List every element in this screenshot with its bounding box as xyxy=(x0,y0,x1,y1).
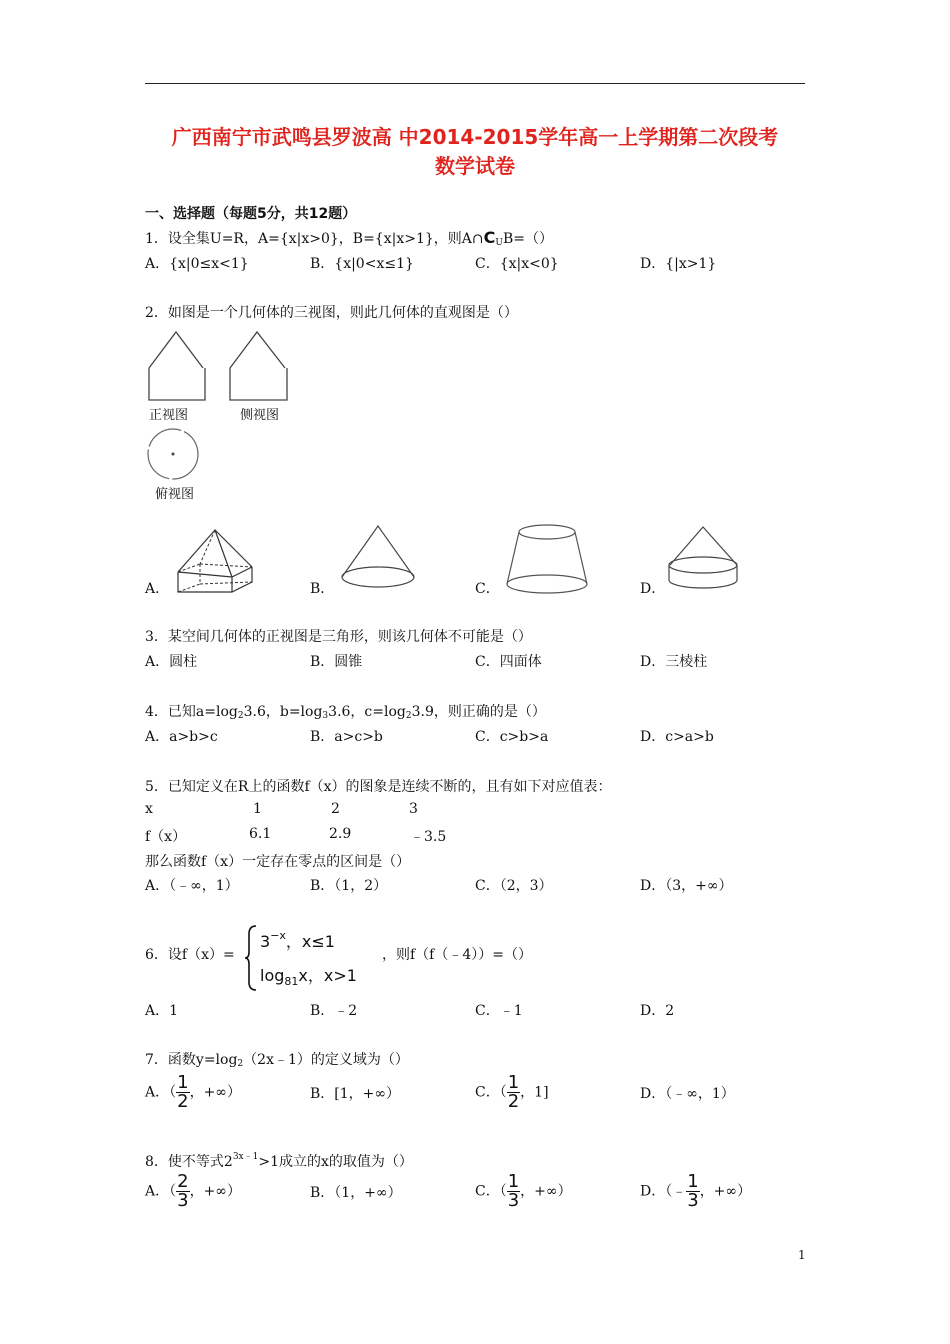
piecewise-case-2 xyxy=(260,963,357,988)
q2-option-c: C． xyxy=(475,581,500,597)
q7-text-2: （2x﹣1）的定义域为（） xyxy=(243,1052,409,1068)
q7c-pre: C．（ xyxy=(475,1084,507,1101)
q5-option-c: C．（2，3） xyxy=(475,878,553,894)
table-cell: 2.9 xyxy=(329,826,352,842)
q1-option-a: A．{x|0≤x<1} xyxy=(145,256,249,272)
numerator: 1 xyxy=(507,1072,520,1093)
q4-option-d: D．c>a>b xyxy=(640,729,714,745)
numerator: 1 xyxy=(687,1171,699,1192)
q8a-post: ，+∞） xyxy=(189,1183,241,1200)
table-cell: 2 xyxy=(331,801,340,817)
denominator: 2 xyxy=(177,1091,189,1112)
q4-option-a: A．a>b>c xyxy=(145,729,218,745)
fraction xyxy=(176,1074,189,1111)
q8-option-d xyxy=(640,1173,751,1210)
question-5: 5．已知定义在R上的函数f（x）的图象是连续不断的，且有如下对应值表： xyxy=(145,779,612,795)
q5-option-b: B．（1，2） xyxy=(310,878,388,894)
complement-symbol: C xyxy=(483,228,496,247)
question-6-prefix: 6．设f（x）= xyxy=(145,947,235,963)
side-view-figure xyxy=(230,328,300,403)
q7c-post: ，1] xyxy=(520,1084,549,1101)
fraction xyxy=(507,1173,520,1210)
q4-base-a: 2 xyxy=(237,711,244,721)
table-cell: f（x） xyxy=(145,829,187,845)
q8-text-1: 8．使不等式2 xyxy=(145,1154,233,1170)
title-line-2: 数学试卷 xyxy=(435,154,515,178)
q7-base: 2 xyxy=(237,1059,244,1069)
q8d-pre: D．（﹣ xyxy=(640,1183,687,1200)
q4-text-2: 3.6，b=log xyxy=(243,704,323,720)
q3-option-b: B．圆锥 xyxy=(310,654,363,670)
q7-option-d: D．（﹣∞，1） xyxy=(640,1086,735,1102)
q7-text-1: 7．函数y=log xyxy=(145,1052,238,1068)
q4-text-4: 3.9，则正确的是（） xyxy=(411,704,546,720)
q8-option-b: B．（1，+∞） xyxy=(310,1185,402,1201)
q6-option-d: D．2 xyxy=(640,1003,675,1019)
q8-option-a xyxy=(145,1173,241,1210)
top-view-label: 俯视图 xyxy=(155,487,195,502)
case1-base: 3 xyxy=(260,932,271,951)
q8-option-c xyxy=(475,1173,572,1210)
q4-option-c: C．c>b>a xyxy=(475,729,549,745)
numerator: 1 xyxy=(507,1171,520,1192)
table-cell: 3 xyxy=(409,801,418,817)
section-heading: 一、选择题（每题5分，共12题） xyxy=(145,206,357,222)
q3-option-d: D．三棱柱 xyxy=(640,654,708,670)
q5-option-a: A．（﹣∞，1） xyxy=(145,878,239,894)
q8-text-2: >1成立的x的取值为（） xyxy=(258,1154,413,1170)
case2-condition: x，x>1 xyxy=(298,966,357,985)
q8c-pre: C．（ xyxy=(475,1183,507,1200)
page-number: 1 xyxy=(798,1248,806,1262)
header-rule xyxy=(145,83,805,84)
q1-option-d: D．{|x>1} xyxy=(640,256,717,272)
denominator: 3 xyxy=(177,1190,189,1211)
question-1 xyxy=(145,228,553,248)
case2-log: log xyxy=(260,966,285,985)
denominator: 3 xyxy=(687,1190,699,1211)
q1-option-c: C．{x|x<0} xyxy=(475,256,559,272)
q4-base-c: 2 xyxy=(405,711,412,721)
question-3: 3．某空间几何体的正视图是三角形，则该几何体不可能是（） xyxy=(145,629,532,645)
front-view-label: 正视图 xyxy=(149,408,189,423)
title-line-1: 广西南宁市武鸣县罗波高 中2014-2015学年高一上学期第二次段考 xyxy=(171,125,779,149)
frustum-figure xyxy=(500,522,590,597)
q4-text-1: 4．已知a=log xyxy=(145,704,238,720)
q2-option-a: A． xyxy=(145,581,170,597)
q1-option-b: B．{x|0<x≤1} xyxy=(310,256,414,272)
table-cell: x xyxy=(145,801,153,817)
denominator: 2 xyxy=(507,1091,520,1112)
table-cell: 6.1 xyxy=(249,826,272,842)
cone-figure xyxy=(340,522,420,592)
top-view-figure xyxy=(147,428,207,483)
q4-option-b: B．a>c>b xyxy=(310,729,383,745)
q7-option-b: B．[1，+∞） xyxy=(310,1086,401,1102)
q1-text-end: B=（） xyxy=(502,231,553,247)
q6-option-b: B．﹣2 xyxy=(310,1003,358,1019)
question-2: 2．如图是一个几何体的三视图，则此几何体的直观图是（） xyxy=(145,305,518,321)
q7a-post: ，+∞） xyxy=(189,1084,241,1101)
denominator: 3 xyxy=(507,1190,520,1211)
q8d-post: ，+∞） xyxy=(699,1183,752,1200)
fraction xyxy=(686,1173,699,1210)
q4-base-b: 3 xyxy=(322,711,329,721)
numerator: 2 xyxy=(177,1171,189,1192)
q8a-pre: A．（ xyxy=(145,1183,177,1200)
case1-exponent: −x xyxy=(270,929,286,942)
q6-option-a: A．1 xyxy=(145,1003,179,1019)
q8-exponent: 3x﹣1 xyxy=(232,1152,259,1162)
question-5-part-2: 那么函数f（x）一定存在零点的区间是（） xyxy=(145,854,411,870)
question-6-suffix: ，则f（f（﹣4））=（） xyxy=(382,947,533,963)
case1-condition: ，x≤1 xyxy=(285,932,335,951)
numerator: 1 xyxy=(177,1072,189,1093)
q2-option-d: D． xyxy=(640,581,666,597)
side-view-label: 侧视图 xyxy=(240,408,280,423)
q5-option-d: D．（3，+∞） xyxy=(640,878,733,894)
q2-option-b: B． xyxy=(310,581,335,597)
q7-option-c xyxy=(475,1074,549,1111)
complement-subscript: U xyxy=(495,238,503,248)
question-4 xyxy=(145,701,546,721)
table-cell: ﹣3.5 xyxy=(410,829,447,845)
q6-option-c: C．﹣1 xyxy=(475,1003,523,1019)
q4-text-3: 3.6，c=log xyxy=(328,704,406,720)
table-cell: 1 xyxy=(253,801,262,817)
case2-base: 81 xyxy=(284,975,299,988)
q7-option-a xyxy=(145,1074,241,1111)
q8c-post: ，+∞） xyxy=(520,1183,572,1200)
cone-on-cylinder-figure xyxy=(665,522,745,597)
q3-option-a: A．圆柱 xyxy=(145,654,198,670)
question-8 xyxy=(145,1149,413,1171)
q7a-pre: A．（ xyxy=(145,1084,177,1101)
piecewise-case-1 xyxy=(260,929,335,952)
q3-option-c: C．四面体 xyxy=(475,654,542,670)
pyramid-on-prism-figure xyxy=(170,522,260,597)
front-view-figure xyxy=(145,328,215,403)
q1-text: 1．设全集U=R，A={x|x>0}，B={x|x>1}，则A∩ xyxy=(145,231,484,247)
question-7 xyxy=(145,1049,409,1069)
piecewise-brace xyxy=(244,924,258,992)
fraction xyxy=(507,1074,520,1111)
fraction xyxy=(176,1173,189,1210)
